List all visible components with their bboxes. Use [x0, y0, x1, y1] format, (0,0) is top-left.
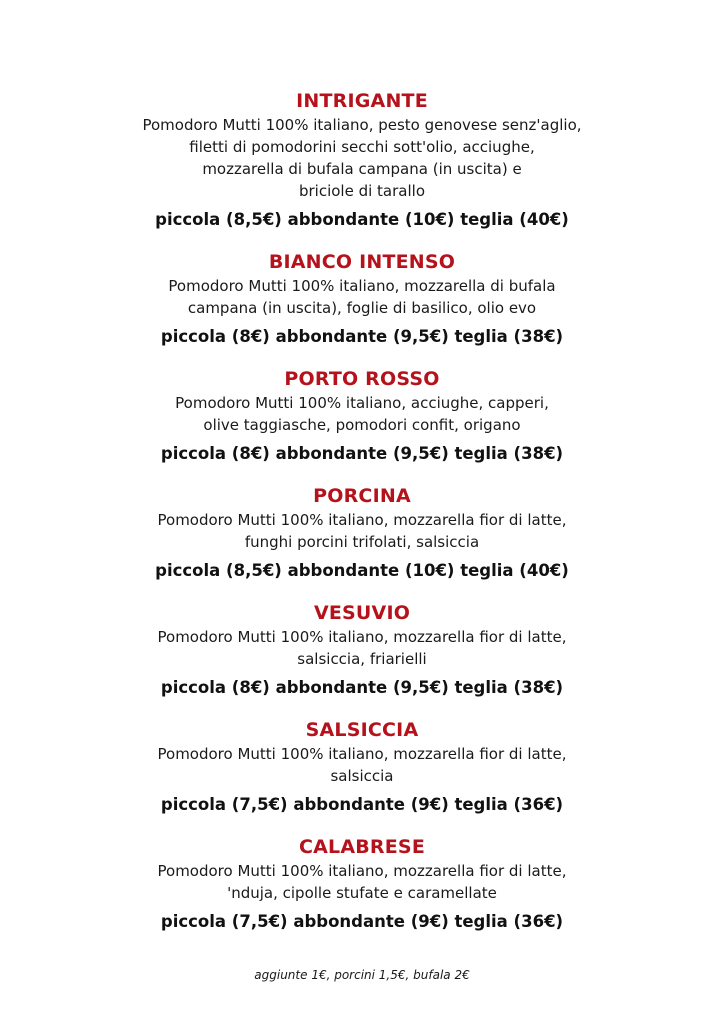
item-description — [127, 626, 597, 670]
item-description — [127, 392, 597, 436]
item-name: CALABRESE — [298, 836, 425, 858]
item-price: piccola (8,5€) abbondante (10€) teglia (40€) — [155, 561, 569, 580]
menu-item-calabrese — [0, 834, 724, 933]
item-name: PORCINA — [313, 485, 411, 507]
description-line: olive taggiasche, pomodori confit, origano — [203, 416, 521, 434]
description-line: Pomodoro Mutti 100% italiano, mozzarella fior di latte, — [157, 628, 567, 646]
item-description — [127, 860, 597, 904]
menu-item-porcina — [0, 483, 724, 582]
description-line: Pomodoro Mutti 100% italiano, pesto genovese senz'aglio, — [142, 116, 582, 134]
menu-item-salsiccia — [0, 717, 724, 816]
item-name: SALSICCIA — [305, 719, 419, 741]
description-line: Pomodoro Mutti 100% italiano, mozzarella fior di latte, — [157, 511, 567, 529]
description-line: Pomodoro Mutti 100% italiano, mozzarella fior di latte, — [157, 745, 567, 763]
description-line: campana (in uscita), foglie di basilico, olio evo — [187, 299, 537, 317]
description-line: Pomodoro Mutti 100% italiano, mozzarella di bufala — [168, 277, 556, 295]
item-price: piccola (7,5€) abbondante (9€) teglia (36€) — [160, 795, 564, 814]
description-line: funghi porcini trifolati, salsiccia — [244, 533, 480, 551]
description-line: salsiccia — [330, 767, 394, 785]
description-line: mozzarella di bufala campana (in uscita) e — [202, 160, 522, 178]
pizza-menu — [0, 88, 724, 951]
item-price: piccola (7,5€) abbondante (9€) teglia (36€) — [160, 912, 564, 931]
item-description — [127, 743, 597, 787]
item-price: piccola (8€) abbondante (9,5€) teglia (38€) — [160, 327, 564, 346]
item-description — [127, 114, 597, 202]
description-line: 'nduja, cipolle stufate e caramellate — [227, 884, 497, 902]
item-description — [127, 509, 597, 553]
item-name: BIANCO INTENSO — [268, 251, 456, 273]
item-name: INTRIGANTE — [296, 90, 428, 112]
menu-item-bianco-intenso — [0, 249, 724, 348]
description-line: filetti di pomodorini secchi sott'olio, acciughe, — [189, 138, 535, 156]
description-line: briciole di tarallo — [298, 182, 425, 200]
menu-item-vesuvio — [0, 600, 724, 699]
menu-item-porto-rosso — [0, 366, 724, 465]
menu-item-intrigante — [0, 88, 724, 231]
description-line: salsiccia, friarielli — [297, 650, 427, 668]
extras-note: aggiunte 1€, porcini 1,5€, bufala 2€ — [254, 968, 470, 982]
item-name: PORTO ROSSO — [284, 368, 440, 390]
item-price: piccola (8,5€) abbondante (10€) teglia (40€) — [155, 210, 569, 229]
item-name: VESUVIO — [313, 602, 411, 624]
item-price: piccola (8€) abbondante (9,5€) teglia (38€) — [160, 444, 564, 463]
item-price: piccola (8€) abbondante (9,5€) teglia (38€) — [160, 678, 564, 697]
description-line: Pomodoro Mutti 100% italiano, acciughe, capperi, — [175, 394, 549, 412]
description-line: Pomodoro Mutti 100% italiano, mozzarella fior di latte, — [157, 862, 567, 880]
item-description — [127, 275, 597, 319]
